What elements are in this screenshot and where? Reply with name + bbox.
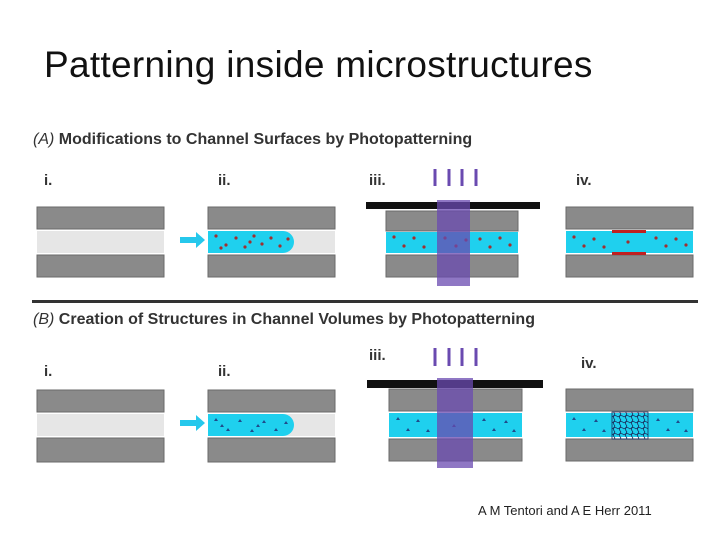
empty-channel xyxy=(37,414,164,436)
patterned-surface-top xyxy=(612,230,646,233)
slide-title: Patterning inside microstructures xyxy=(44,44,593,85)
bottom-wall xyxy=(208,255,335,277)
top-wall xyxy=(566,207,693,229)
top-wall xyxy=(208,207,335,229)
step-a-iv: iv. xyxy=(576,172,592,189)
device-b-ii xyxy=(208,390,335,462)
bottom-wall xyxy=(566,439,693,461)
patterned-surface-bottom xyxy=(612,252,646,255)
uv-light-rays xyxy=(435,348,476,366)
image-credit: A M Tentori and A E Herr 2011 xyxy=(478,503,652,518)
step-b-iii: iii. xyxy=(369,347,386,364)
step-b-iv: iv. xyxy=(581,355,597,372)
section-b-tag: (B) xyxy=(33,311,55,328)
uv-exposure-beam xyxy=(437,200,470,286)
top-wall xyxy=(566,389,693,411)
device-a-iv xyxy=(566,207,693,277)
section-a-title: Modifications to Channel Surfaces by Photopatterning xyxy=(58,131,473,148)
step-a-iii: iii. xyxy=(369,172,386,189)
bottom-wall xyxy=(566,255,693,277)
polymer-gel-structure xyxy=(612,412,648,439)
device-a-i xyxy=(37,207,164,277)
bottom-wall xyxy=(37,255,164,277)
step-a-ii: ii. xyxy=(218,172,231,189)
flow-arrow-b xyxy=(180,415,205,431)
step-b-ii: ii. xyxy=(218,363,231,380)
uv-light-rays xyxy=(435,169,476,186)
section-b-title: Creation of Structures in Channel Volumes by Photopatterning xyxy=(58,311,535,328)
empty-channel xyxy=(37,231,164,253)
device-b-i xyxy=(37,390,164,462)
uv-exposure-beam xyxy=(437,378,473,468)
top-wall xyxy=(208,390,335,412)
device-b-iv xyxy=(566,389,693,461)
device-a-ii xyxy=(208,207,335,277)
bottom-wall xyxy=(37,438,164,462)
top-wall xyxy=(37,390,164,412)
step-b-i: i. xyxy=(44,363,53,380)
device-a-iii xyxy=(366,169,540,286)
flow-arrow-a xyxy=(180,232,205,248)
section-a-tag: (A) xyxy=(33,131,55,148)
device-b-iii xyxy=(367,348,543,468)
top-wall xyxy=(37,207,164,229)
fluid-front xyxy=(208,414,294,436)
bottom-wall xyxy=(208,438,335,462)
step-a-i: i. xyxy=(44,172,53,189)
